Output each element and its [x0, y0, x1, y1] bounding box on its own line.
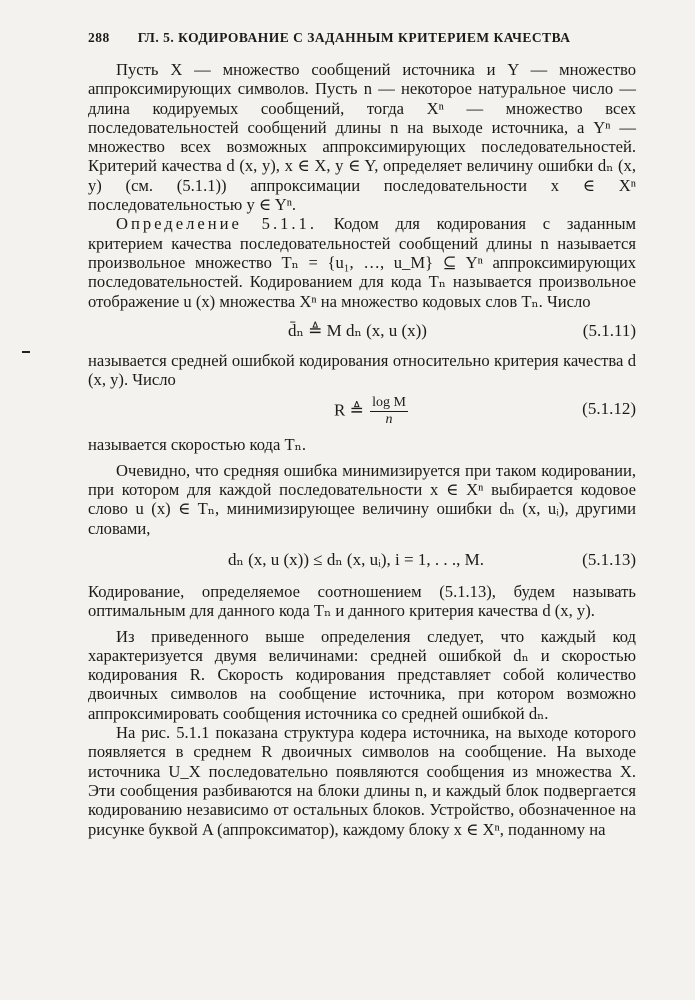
formula-5-1-12: [88, 389, 636, 435]
paragraph-5: Очевидно, что средняя ошибка минимизируется при таком кодировании, при котором для каждой последовательности x ∈ Xⁿ выбирается кодовое слово u (x) ∈ Tₙ, минимизирующее величину ошибки dₙ (x, uᵢ), другими словами,: [88, 460, 636, 538]
definition-lead: Определение 5.1.1.: [116, 214, 317, 234]
margin-mark: [22, 351, 30, 353]
paragraph-6: Кодирование, определяемое соотношением (5.1.13), будем называть оптимальным для данного кода Tₙ и данного критерия качества d (x, y).: [88, 581, 636, 621]
page-header: [88, 30, 636, 46]
paragraph-3: называется средней ошибкой кодирования относительно критерия качества d (x, y). Число: [88, 350, 636, 390]
equation-number: (5.1.13): [582, 549, 636, 569]
formula-lhs: R ≜: [334, 400, 364, 420]
formula-expression: [334, 395, 408, 428]
paragraph-7: Из приведенного выше определения следует, что каждый код характеризуется двумя величинами: средней ошибкой dₙ и скоростью кодирования R. Скорость кодирования представляет собой количество двоичных символов на сообщение источника, при котором возможно аппроксимировать сообщения источника со средней ошибкой dₙ.: [88, 626, 636, 723]
equation-number: (5.1.12): [582, 399, 636, 419]
paragraph-4: называется скоростью кода Tₙ.: [88, 435, 306, 455]
running-title: ГЛ. 5. КОДИРОВАНИЕ С ЗАДАННЫМ КРИТЕРИЕМ КАЧЕСТВА: [137, 30, 571, 45]
formula-5-1-13: [88, 538, 636, 582]
formula-expression: d̄ₙ ≜ M dₙ (x, u (x)): [288, 320, 427, 340]
equation-number: (5.1.11): [582, 320, 636, 340]
fraction-numerator: log M: [372, 395, 406, 411]
formula-expression: dₙ (x, u (x)) ≤ dₙ (x, uᵢ), i = 1, . . ., M.: [228, 549, 484, 569]
formula-5-1-11: [88, 311, 636, 351]
fraction: [370, 395, 408, 428]
paragraph-2: [88, 214, 636, 310]
paragraph-1: Пусть X — множество сообщений источника и Y — множество аппроксимирующих символов. Пусть n — некоторое натуральное число — длина кодируемых сообщений, тогда Xⁿ — множество всех последовательностей сообщений длины n на выходе источника, а Yⁿ — множество всех возможных аппроксимирующих последовательностей. Критерий качества d (x, y), x ∈ X, y ∈ Y, определяет величину ошибки dₙ (x, y) (см. (5.1.1)) аппроксимации последовательности x ∈ Xⁿ последовательностью y ∈ Yⁿ.: [88, 60, 636, 215]
book-page: [88, 30, 636, 839]
definition-text: Кодом для кодирования с заданным критерием качества последовательностей сообщений длины n называется произвольное множество Tₙ = {u₁, …, u_M} ⊆ Yⁿ аппроксимирующих последовательностей. Кодированием для кода Tₙ называется произвольное отображение u (x) множества Xⁿ на множество кодовых слов Tₙ. Число: [88, 214, 636, 311]
paragraph-8: На рис. 5.1.1 показана структура кодера источника, на выходе которого появляется в среднем R двоичных символов на сообщение. На выходе источника U_X последовательно появляются сообщения из множества X. Эти сообщения разбиваются на блоки длины n, и каждый блок подвергается кодированию независимо от остальных блоков. Устройство, обозначенное на рисунке буквой A (аппроксиматор), каждому блоку x ∈ Xⁿ, поданному на: [88, 723, 636, 839]
page-number: 288: [88, 30, 110, 45]
fraction-denominator: n: [385, 412, 393, 428]
